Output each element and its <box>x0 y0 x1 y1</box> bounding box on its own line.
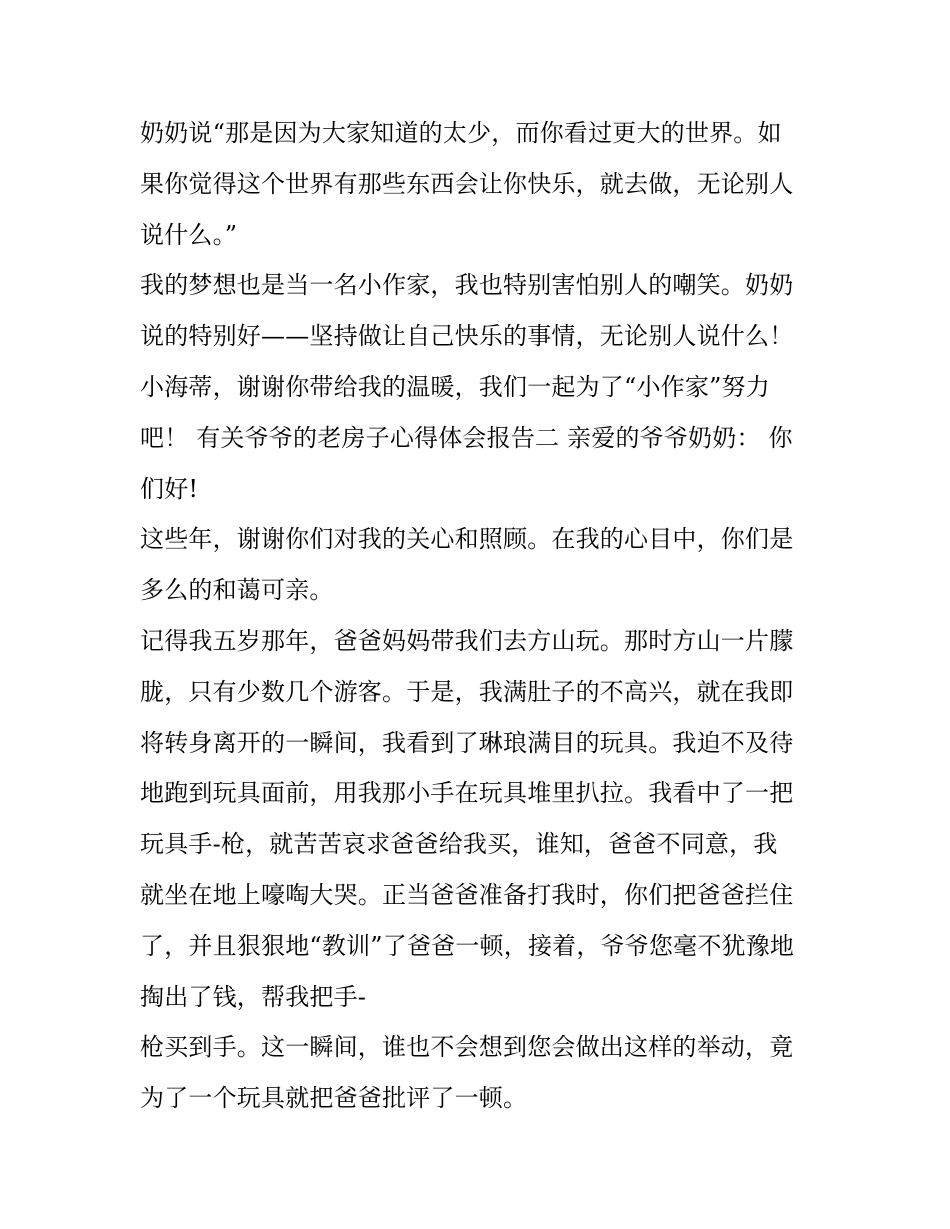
text-line: 了，并且狠狠地“教训”了爸爸一顿，接着，爷爷您毫不犹豫地 <box>140 931 795 960</box>
text-line: 这些年，谢谢你们对我的关心和照顾。在我的心目中，你们是 <box>140 525 794 554</box>
text-line: 将转身离开的一瞬间，我看到了琳琅满目的玩具。我迫不及待 <box>140 728 794 757</box>
text-line: 记得我五岁那年，爸爸妈妈带我们去方山玩。那时方山一片朦 <box>140 626 794 655</box>
text-line: 枪买到手。这一瞬间，谁也不会想到您会做出这样的举动，竟 <box>140 1033 794 1062</box>
text-line: 果你觉得这个世界有那些东西会让你快乐，就去做，无论别人 <box>140 169 794 198</box>
text-line: 就坐在地上嚎啕大哭。正当爸爸准备打我时，你们把爸爸拦住 <box>140 880 794 909</box>
text-line: 玩具手-枪，就苦苦哀求爸爸给我买，谁知，爸爸不同意，我 <box>140 830 778 859</box>
document-body <box>140 108 820 1124</box>
text-line: 为了一个玩具就把爸爸批评了一顿。 <box>140 1084 528 1113</box>
text-line: 多么的和蔼可亲。 <box>140 576 334 605</box>
text-line: 小海蒂，谢谢你带给我的温暖，我们一起为了“小作家”努力 <box>140 372 770 401</box>
text-line: 们好! <box>140 474 199 503</box>
text-line: 说什么。” <box>140 220 238 249</box>
text-line: 胧，只有少数几个游客。于是，我满肚子的不高兴，就在我即 <box>140 677 794 706</box>
text-line: 地跑到玩具面前，用我那小手在玩具堆里扒拉。我看中了一把 <box>140 779 794 808</box>
text-line: 说的特别好——坚持做让自己快乐的事情，无论别人说什么！ <box>140 322 794 351</box>
text-line: 奶奶说“那是因为大家知道的太少，而你看过更大的世界。如 <box>140 119 782 147</box>
text-line: 我的梦想也是当一名小作家，我也特别害怕别人的嘲笑。奶奶 <box>140 271 794 300</box>
text-line: 掏出了钱，帮我把手- <box>140 982 367 1011</box>
text-line: 吧！ 有关爷爷的老房子心得体会报告二 亲爱的爷爷奶奶： 你 <box>140 423 793 452</box>
